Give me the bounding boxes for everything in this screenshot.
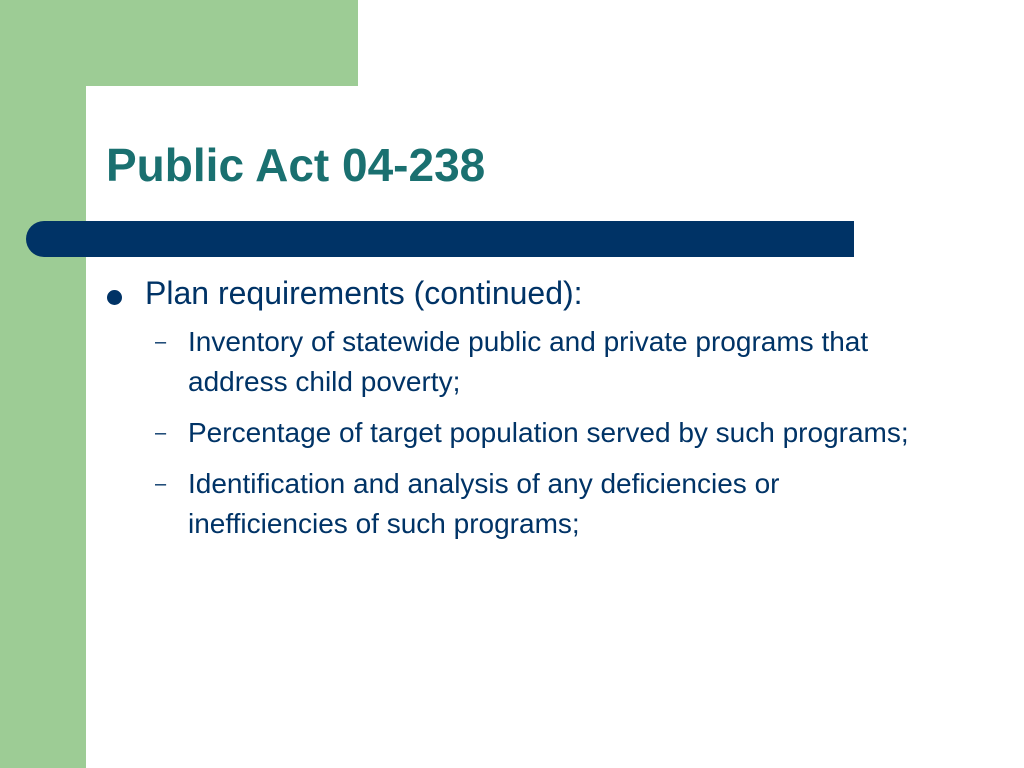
sub-bullet-item bbox=[100, 322, 928, 402]
title-underline-bar bbox=[26, 221, 854, 257]
sub-bullet-list bbox=[100, 322, 1000, 544]
dash-icon: – bbox=[155, 422, 167, 445]
sub-bullet-item bbox=[100, 413, 928, 453]
sub-bullet-text: Inventory of statewide public and private programs that address child poverty; bbox=[188, 326, 869, 398]
green-top-block bbox=[0, 0, 358, 86]
slide-title: Public Act 04-238 bbox=[106, 139, 486, 191]
bullet-text: Plan requirements (continued): bbox=[145, 275, 583, 311]
sub-bullet-text: Percentage of target population served by such programs; bbox=[188, 417, 909, 449]
bullet-dot-icon bbox=[107, 290, 122, 305]
dash-icon: – bbox=[155, 331, 167, 354]
sub-bullet-text: Identification and analysis of any deficiencies or inefficiencies of such programs; bbox=[188, 468, 780, 540]
sub-bullet-item bbox=[100, 464, 928, 544]
bullet-item bbox=[100, 274, 1000, 312]
dash-icon: – bbox=[155, 473, 167, 496]
slide-body bbox=[100, 274, 1000, 555]
green-side-panel bbox=[0, 0, 86, 768]
